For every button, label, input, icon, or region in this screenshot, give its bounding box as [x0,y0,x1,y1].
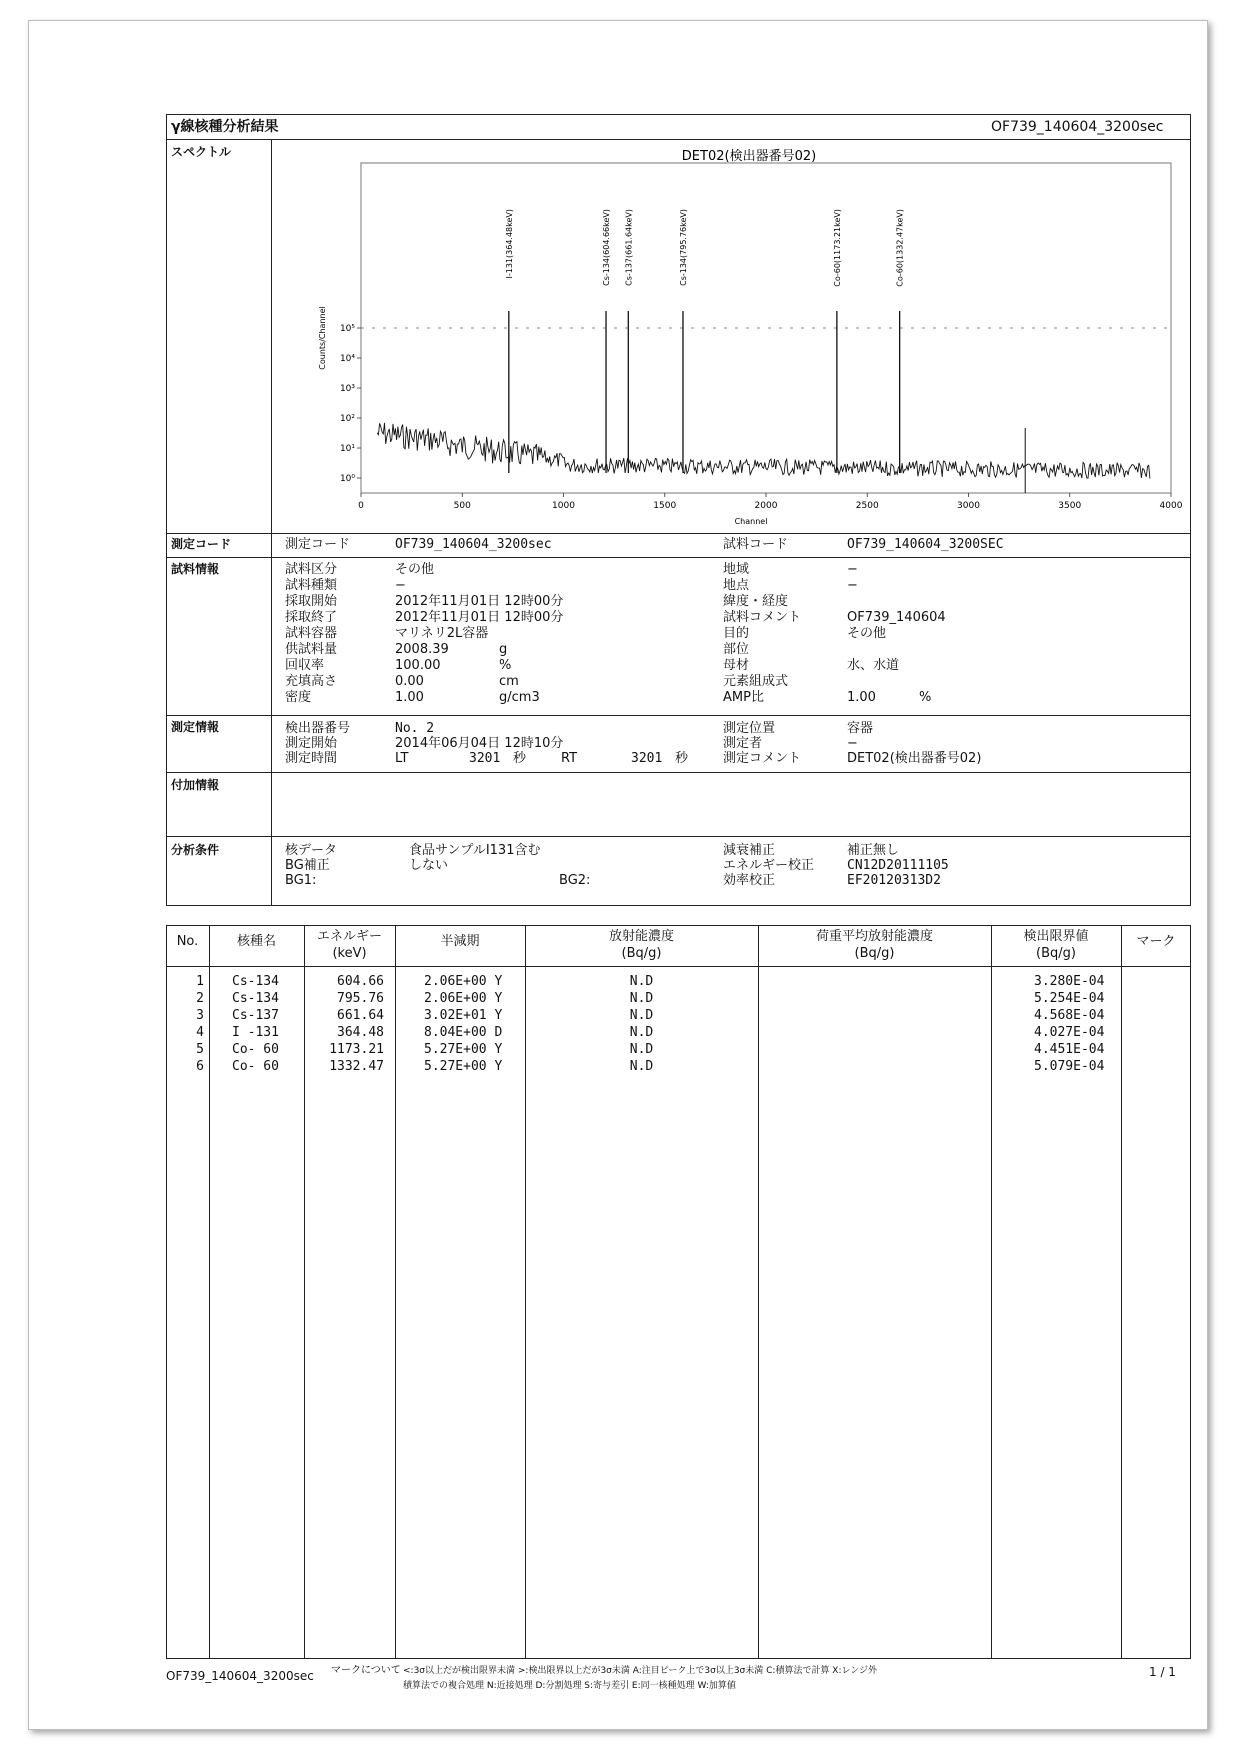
result-no: 5 [196,1042,204,1057]
sample-right-label: 地域 [723,562,750,577]
sample-right-label: AMP比 [723,690,764,705]
efficiency-calibration-label: 効率校正 [723,873,776,888]
result-no: 1 [196,974,204,989]
nuclide-data-value: 食品サンプルI131含む [409,843,541,858]
energy-calibration-label: エネルギー校正 [723,858,815,873]
report-file-id: OF739_140604_3200sec [991,119,1164,135]
result-detection-limit: 3.280E-04 [1034,974,1105,989]
sample-left-label: 採取終了 [285,610,338,625]
measure-code-value: OF739_140604_3200sec [395,537,552,552]
spectrum-section-label: スペクトル [171,145,232,159]
col-header-energy-unit: (keV) [332,946,367,961]
sample-code-label: 試料コード [723,537,789,552]
decay-correction-value: 補正無し [847,843,900,858]
sample-left-label: 供試料量 [285,642,338,657]
spectrum-chart [279,143,1183,533]
sample-left-label: 充填高さ [285,674,338,689]
sample-left-label: 密度 [285,690,312,705]
y-tick-label: 10³ [339,384,355,394]
report-title: γ線核種分析結果 [171,119,279,135]
bg-correction-value: しない [409,858,449,873]
result-energy: 1332.47 [329,1059,384,1074]
result-energy: 1173.21 [329,1042,384,1057]
result-nuclide: I -131 [232,1025,279,1040]
footer-note-line-1: <:3σ以上だが検出限界未満 >:検出限界以上だが3σ未満 A:注目ピーク上で3σ以上3σ未満 C:積算法で計算 X:レンジ外 [403,1666,878,1676]
sample-right-label: 部位 [723,642,750,657]
x-tick-label: 1000 [552,501,575,511]
result-no: 2 [196,991,204,1006]
col-header-energy: エネルギー [316,929,382,944]
peak-label: Co-60(1332.47keV) [895,209,905,287]
spectrum-y-axis-label: Counts/Channel [318,306,327,370]
sample-left-value: 2008.39 [395,642,449,657]
sample-left-label: 試料種類 [285,578,338,593]
measure-time-label: 測定時間 [285,751,338,766]
measure-comment-value: DET02(検出器番号02) [847,751,982,766]
report-page [28,20,1208,1730]
sample-left-value: 1.00 [395,690,424,705]
sample-left-label: 試料区分 [285,562,338,577]
col-header-nuclide: 核種名 [236,934,276,949]
lt-label: LT [395,751,409,766]
sample-left-value: その他 [395,562,435,577]
bg-correction-label: BG補正 [285,858,330,873]
lt-value: 3201 [469,751,501,766]
col-header-weighted-concentration: 荷重平均放射能濃度 [815,929,933,944]
sample-right-label: 緯度・経度 [723,594,789,609]
footer-page-number: 1 / 1 [1149,1665,1176,1679]
result-nuclide: Cs-134 [232,974,279,989]
analysis-section-label: 分析条件 [171,843,220,857]
result-energy: 364.48 [337,1025,384,1040]
sample-left-value: 2012年11月01日 12時00分 [395,610,564,625]
rt-label: RT [561,751,578,766]
sample-right-value: − [847,578,858,593]
sample-right-label: 地点 [723,578,750,593]
col-header-half-life: 半減期 [440,934,480,949]
sample-right-label: 試料コメント [723,610,802,625]
sample-left-value: 100.00 [395,658,441,673]
result-nuclide: Cs-134 [232,991,279,1006]
measure-position-value: 容器 [847,721,874,736]
peak-label: Cs-134(795.76keV) [678,209,688,286]
sample-right-value: その他 [847,626,887,641]
sample-right-value: 1.00 [847,690,876,705]
result-half-life: 5.27E+00 Y [424,1059,503,1074]
result-no: 6 [196,1059,204,1074]
peak-label: Cs-137(661.64keV) [624,209,634,286]
result-detection-limit: 4.027E-04 [1034,1025,1105,1040]
peak-label: Co-60(1173.21keV) [832,209,842,287]
result-nuclide: Cs-137 [232,1008,279,1023]
y-tick-label: 10⁰ [339,474,355,484]
y-tick-label: 10¹ [339,444,355,454]
x-tick-label: 2500 [855,501,879,511]
bg2-label: BG2: [559,873,591,888]
result-concentration: N.D [629,991,654,1006]
sample-right-unit: % [919,690,932,705]
result-concentration: N.D [629,1025,654,1040]
result-energy: 604.66 [337,974,384,989]
result-half-life: 3.02E+01 Y [424,1008,503,1023]
sample-left-unit: cm [499,674,519,689]
lt-unit: 秒 [513,751,527,766]
sample-left-value: 0.00 [395,674,424,689]
result-half-life: 8.04E+00 D [424,1025,503,1040]
sample-info-section-label: 試料情報 [171,562,220,576]
measure-code-label: 測定コード [285,537,351,552]
x-tick-label: 500 [453,501,471,511]
measure-start-label: 測定開始 [285,736,338,751]
measure-person-value: − [847,736,858,751]
sample-right-label: 元素組成式 [723,674,789,689]
sample-left-label: 採取開始 [285,594,338,609]
detector-label: 検出器番号 [285,721,351,736]
measure-comment-label: 測定コメント [723,751,802,766]
col-header-mark: マーク [1136,934,1176,949]
x-tick-label: 2000 [754,501,778,511]
result-half-life: 2.06E+00 Y [424,974,503,989]
sample-right-value: OF739_140604 [847,610,946,625]
measure-position-label: 測定位置 [723,721,776,736]
sample-left-label: 試料容器 [285,626,338,641]
x-tick-label: 4000 [1159,501,1183,511]
y-tick-label: 10⁵ [339,324,355,334]
spectrum-x-axis-label: Channel [734,517,768,526]
col-header-no: No. [176,934,199,949]
result-concentration: N.D [629,974,654,989]
x-tick-label: 1500 [653,501,677,511]
sample-right-value: − [847,562,858,577]
result-energy: 795.76 [337,991,384,1006]
result-half-life: 5.27E+00 Y [424,1042,503,1057]
efficiency-calibration-value: EF20120313D2 [847,873,941,888]
col-header-detection-limit: 検出限界値 [1023,929,1089,944]
peak-label: I-131(364.48keV) [504,209,514,279]
col-header-weighted-concentration-unit: (Bq/g) [854,946,895,961]
col-header-concentration-unit: (Bq/g) [621,946,662,961]
sample-left-unit: % [499,658,512,673]
measure-start-value: 2014年06月04日 12時10分 [395,736,564,751]
peak-label: Cs-134(604.66keV) [602,209,612,286]
footer-note-line-2: 積算法での複合処理 N:近接処理 D:分割処理 S:寄与差引 E:同一核種処理 W:加算値 [403,1681,736,1691]
nuclide-data-label: 核データ [285,843,338,858]
sample-right-label: 目的 [723,626,750,641]
result-detection-limit: 4.568E-04 [1034,1008,1105,1023]
y-tick-label: 10² [339,414,355,424]
energy-calibration-value: CN12D20111105 [847,858,949,873]
decay-correction-label: 減衰補正 [723,843,776,858]
result-energy: 661.64 [337,1008,384,1023]
spectrum-title: DET02(検出器番号02) [681,149,817,164]
spectrum-trace [377,423,1150,479]
result-no: 4 [196,1025,204,1040]
result-detection-limit: 5.254E-04 [1034,991,1105,1006]
sample-right-value: 水、水道 [847,658,900,673]
result-concentration: N.D [629,1008,654,1023]
sample-left-value: マリネリ2L容器 [395,626,489,641]
sample-left-value: − [395,578,406,593]
col-header-detection-limit-unit: (Bq/g) [1036,946,1076,961]
result-concentration: N.D [629,1059,654,1074]
bg1-label: BG1: [285,873,317,888]
sample-left-label: 回収率 [285,658,325,673]
result-nuclide: Co- 60 [232,1059,279,1074]
sample-code-value: OF739_140604_3200SEC [847,537,1004,552]
rt-unit: 秒 [675,751,689,766]
result-detection-limit: 5.079E-04 [1034,1059,1105,1074]
measure-person-label: 測定者 [723,736,763,751]
col-header-concentration: 放射能濃度 [608,929,674,944]
y-tick-label: 10⁴ [339,354,355,364]
result-half-life: 2.06E+00 Y [424,991,503,1006]
sample-left-unit: g [499,642,508,657]
sample-right-label: 母材 [723,658,750,673]
measure-code-section-label: 測定コード [171,537,232,551]
result-no: 3 [196,1008,204,1023]
result-concentration: N.D [629,1042,654,1057]
footer-file-id: OF739_140604_3200sec [166,1669,314,1683]
sample-left-unit: g/cm3 [499,690,540,705]
x-tick-label: 3500 [1058,501,1082,511]
detector-value: No. 2 [395,721,435,736]
result-detection-limit: 4.451E-04 [1034,1042,1105,1057]
x-tick-label: 0 [358,501,364,511]
rt-value: 3201 [631,751,663,766]
extra-info-section-label: 付加情報 [171,778,220,792]
footer-mark-label: マークについて [331,1665,401,1676]
measure-info-section-label: 測定情報 [171,720,220,734]
sample-left-value: 2012年11月01日 12時00分 [395,594,564,609]
x-tick-label: 3000 [957,501,980,511]
result-nuclide: Co- 60 [232,1042,279,1057]
